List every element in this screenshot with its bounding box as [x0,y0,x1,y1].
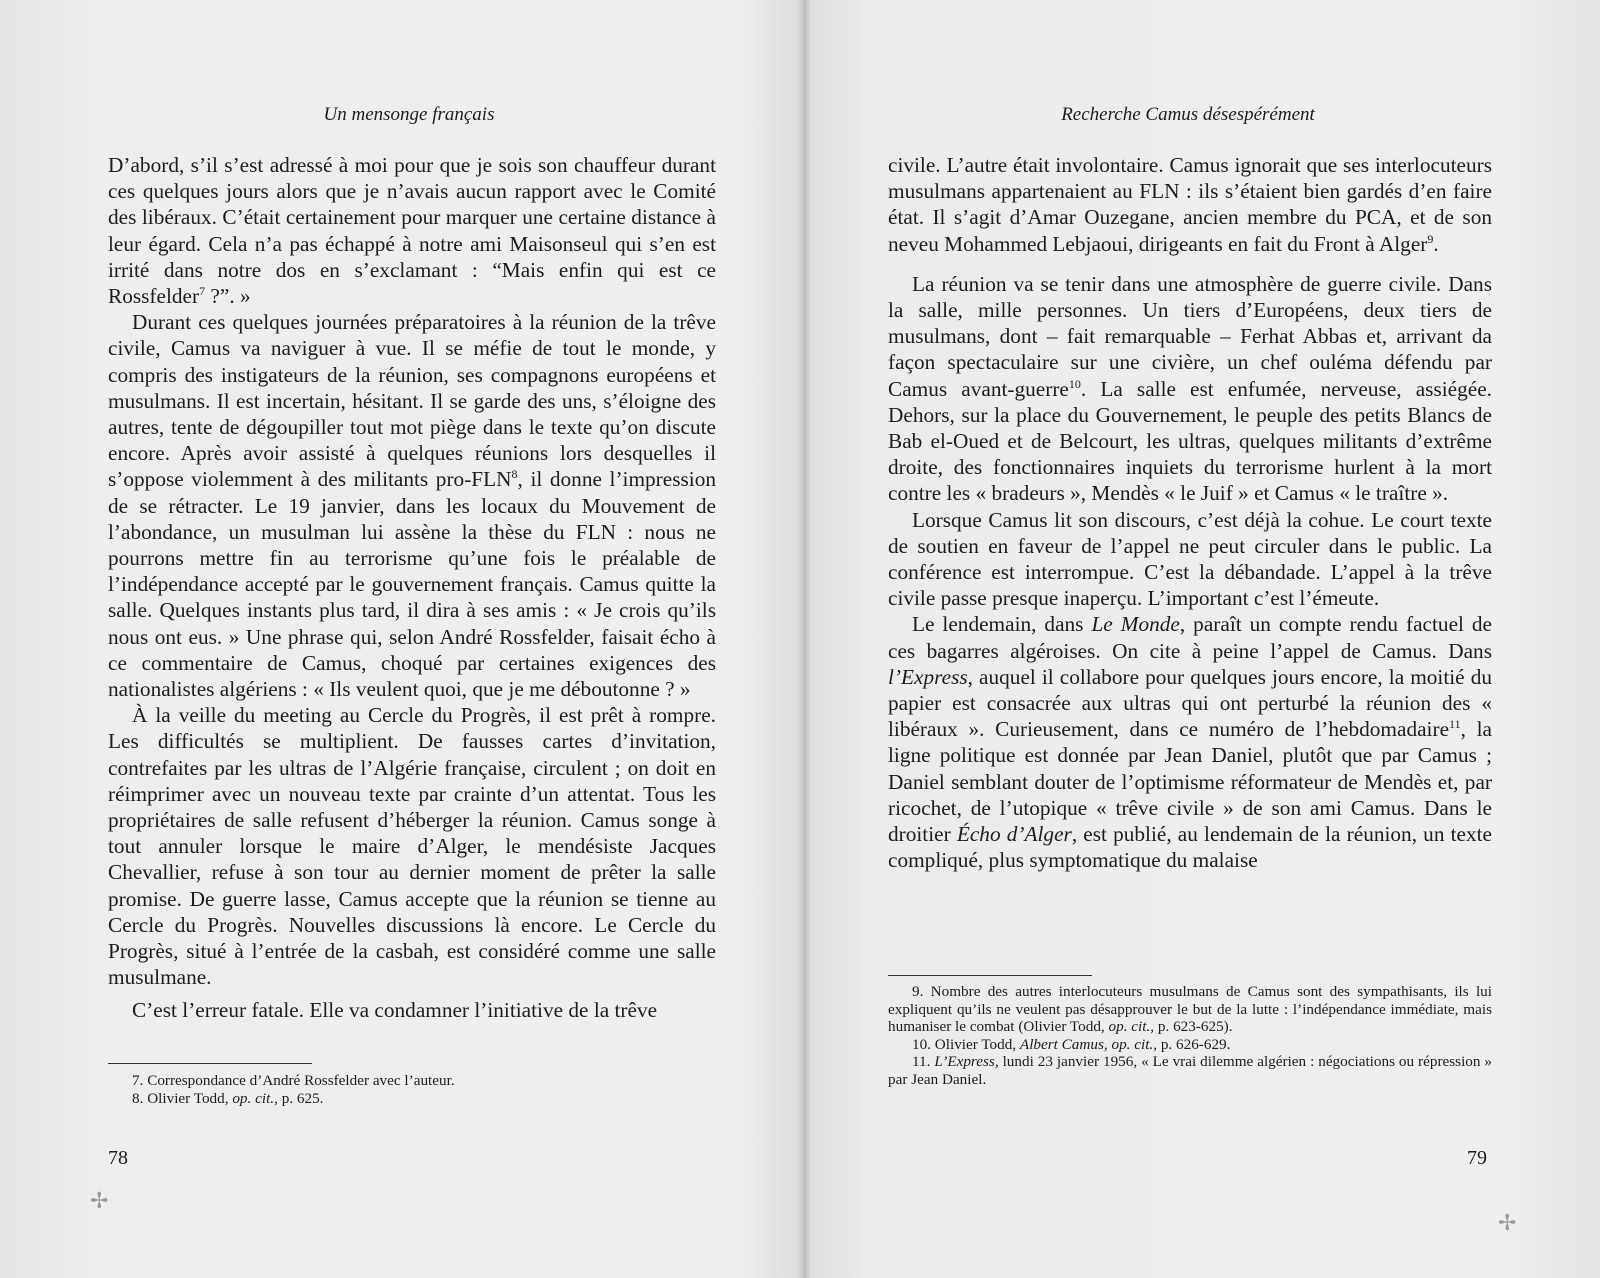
footnote: 9. Nombre des autres interlocuteurs musulmans de Camus sont des sympathisants, ils lui expliquent qu’ils ne veulent pas désapprouver le but de la lutte : l’indépendance immédiate, mais humaniser le combat (Olivier Todd, op. cit., p. 623-625). [888,983,1492,1036]
print-mark-icon: ✢ [1498,1210,1517,1235]
paragraph: Le lendemain, dans Le Monde, paraît un compte rendu factuel de ces bagarres algéroises. On cite à peine l’appel de Camus. Dans l’Express, auquel il collabore pour quelques jours encore, la moitié du papier est consacrée aux ultras qui ont perturbé la réunion des « libéraux ». Curieusement, dans ce numéro de l’hebdomadaire$^{11}$, la ligne politique est donnée par Jean Daniel, plutôt que par Camus ; Daniel semblant douter de l’optimisme réformateur de Mendès et, par ricochet, de l’utopique « trêve civile » de son ami Camus. Dans le droitier Écho d’Alger, est publié, au lendemain de la réunion, un texte compliqué, plus symptomatique du malaise [888,612,1493,873]
paragraph: À la veille du meeting au Cercle du Progrès, il est prêt à rompre. Les difficultés se multiplient. De fausses cartes d’invitation, contrefaites par les ultras de l’Algérie française, circulent ; on doit en réimprimer avec un nouveau texte par crainte d’un attentat. Tous les propriétaires de salle refusent d’héberger la réunion. Camus songe à tout annuler lorsque le maire d’Alger, le mendésiste Jacques Chevallier, refuse à son tour au dernier moment de prêter la salle promise. De guerre lasse, Camus accepte que la réunion se tienne au Cercle du Progrès. Nouvelles discussions là encore. Le Cercle du Progrès, situé à l’entrée de la casbah, est considéré comme une salle musulmane. [108,703,716,990]
right-page [800,0,1600,1278]
body-text [108,152,716,1023]
running-head: Un mensonge français [323,104,495,125]
body-text [888,152,1492,873]
footnote-ref: 8 [511,467,518,482]
running-head: Recherche Camus désespérément [1061,104,1315,125]
footnote: 8. Olivier Todd, op. cit., p. 625. [132,1089,324,1107]
paragraph: civile. L’autre était involontaire. Camus ignorait que ses interlocuteurs musulmans appartenaient au FLN : ils s’étaient bien gardés d’en faire état. Il s’agit d’Amar Ouzegane, ancien membre du PCA, et de son neveu Mohammed Lebjaoui, dirigeants en fait du Front à Alger$^9$. [888,153,1492,256]
paragraph: Durant ces quelques journées préparatoires à la réunion de la trêve civile, Camus va naviguer à vue. Il se méfie de tout le monde, y compris des instigateurs de la réunion, ses compagnons européens et musulmans. Il est incertain, hésitant. Il se garde des uns, s’éloigne des autres, tente de dégoupiller tout mot piège dans le texte qu’on discute encore. Après avoir assisté à quelques réunions lors desquelles il s’oppose violemment à des militants pro-FLN$^8$, il donne l’impression de se rétracter. Le 19 janvier, dans les locaux du Mouvement de l’abondance, un musulman lui assène la thèse du FLN : nous ne pourrons mettre fin au terrorisme qu’une fois le préalable de l’indépendance accepté par le gouvernement français. Camus quitte la salle. Quelques instants plus tard, il dira à ses amis : « Je crois qu’ils nous ont eus. » Une phrase qui, selon André Rossfelder, faisait écho à ce commentaire de Camus, choqué par certaines exigences des nationalistes algériens : « Ils veulent quoi, que je me déboutonne ? » [108,310,716,702]
footnotes [108,1072,716,1107]
footnote-ref: 11 [1449,717,1461,732]
footnote: 11. L’Express, lundi 23 janvier 1956, « Le vrai dilemme algérien : négociations ou répression » par Jean Daniel. [888,1053,1493,1088]
footnote-ref: 10 [1068,376,1081,391]
footnote-rule [108,1063,312,1064]
footnote: 10. Olivier Todd, Albert Camus, op. cit., p. 626-629. [912,1035,1231,1053]
footnote-ref: 7 [199,284,206,299]
paragraph: D’abord, s’il s’est adressé à moi pour que je sois son chauffeur durant ces quelques jours alors que je n’avais aucun rapport avec le Comité des libéraux. C’était certainement pour marquer une certaine distance à leur égard. Cela n’a pas échappé à notre ami Maisonseul qui s’en est irrité dans notre dos en s’exclamant : “Mais enfin qui est ce Rossfelder$^7$ ?”. » [108,153,716,309]
print-mark-icon: ✢ [90,1188,109,1213]
paragraph: La réunion va se tenir dans une atmosphère de guerre civile. Dans la salle, mille personnes. Un tiers d’Européens, deux tiers de musulmans, dont – fait remarquable – Ferhat Abbas et, arrivant da façon spectaculaire sur une civière, un chef ouléma défendu par Camus avant-guerre$^{10}$. La salle est enfumée, nerveuse, assiégée. Dehors, sur la place du Gouvernement, le peuple des petits Blancs de Bab el-Oued et de Belcourt, les ultras, quelques militants d’extrême droite, des fonctionnaires inquiets du terrorisme hurlent à la mort contre les « bradeurs », Mendès « le Juif » et Camus « le traître ». [888,271,1492,506]
footnote: 7. Correspondance d’André Rossfelder avec l’auteur. [132,1072,455,1089]
footnote-rule [888,975,1092,976]
paragraph: Lorsque Camus lit son discours, c’est déjà la cohue. Le court texte de soutien en faveur de l’appel ne peut circuler dans le public. La conférence est interrompue. C’est la débandade. L’appel à la trêve civile passe presque inaperçu. L’important c’est l’émeute. [888,507,1492,611]
footnote-ref: 9 [1427,231,1434,246]
footnotes [888,983,1492,1089]
page-number: 79 [1467,1147,1487,1169]
page-number: 78 [108,1147,128,1169]
paragraph: C’est l’erreur fatale. Elle va condamner l’initiative de la trêve [132,997,658,1022]
